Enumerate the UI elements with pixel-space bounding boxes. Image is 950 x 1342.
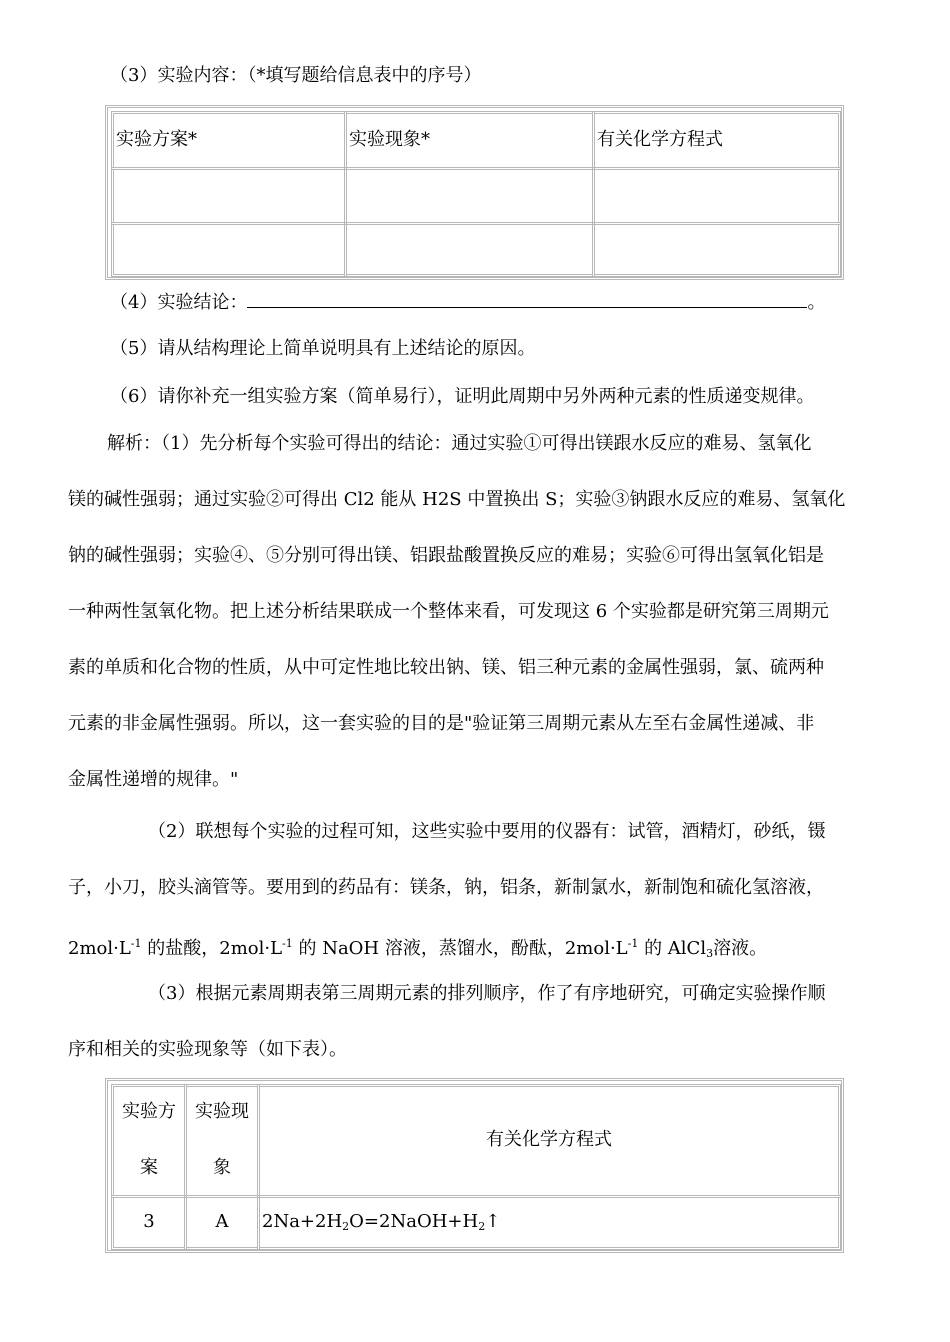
table1-header-plan: 实验方案* [111, 111, 347, 170]
table2-header-phenomenon: 实验现 象 [184, 1084, 260, 1198]
analysis-line: 钠的碱性强弱；实验④、⑤分别可得出镁、铝跟盐酸置换反应的难易；实验⑥可得出氢氧化铝是 [68, 545, 824, 566]
table2-header-plan: 实验方 案 [111, 1084, 187, 1198]
conclusion-blank[interactable] [247, 289, 807, 308]
table1-cell[interactable] [592, 222, 841, 277]
table2-row1-equation [257, 1195, 841, 1250]
table1-cell[interactable] [344, 167, 595, 225]
analysis-line: 序和相关的实验现象等（如下表）。 [68, 1039, 347, 1060]
table2-header-equation: 有关化学方程式 [257, 1084, 841, 1198]
answer-table [105, 1078, 844, 1253]
experiment-table [105, 105, 844, 280]
section3-heading: （3）实验内容：（*填写题给信息表中的序号） [110, 65, 482, 86]
section5-question: （5）请从结构理论上简单说明具有上述结论的原因。 [110, 338, 536, 359]
table1-cell[interactable] [344, 222, 595, 277]
analysis-line: 元素的非金属性强弱。所以，这一套实验的目的是"验证第三周期元素从左至右金属性递减、非 [68, 713, 815, 734]
analysis-reagents-line: $2mol\cdot L^{-1}$ 的盐酸，$2mol\cdot L^{-1}$ 的 NaOH 溶液，蒸馏水，酚酞，$2mol\cdot L^{-1}$ 的 AlCl$_3$溶液。 [68, 937, 768, 960]
analysis-line: 镁的碱性强弱；通过实验②可得出 Cl2 能从 H2S 中置换出 S；实验③钠跟水反应的难易、氢氧化 [68, 489, 846, 510]
table1-header-phenomenon: 实验现象* [344, 111, 595, 170]
analysis-line: （3）根据元素周期表第三周期元素的排列顺序，作了有序地研究，可确定实验操作顺 [148, 983, 826, 1004]
analysis-line: 子，小刀，胶头滴管等。要用到的药品有：镁条，钠，铝条，新制氯水，新制饱和硫化氢溶液， [68, 877, 824, 898]
table2-row1-plan: 3 [111, 1195, 187, 1250]
table1-header-equation: 有关化学方程式 [592, 111, 841, 170]
section4-conclusion: （4）实验结论： 。 [110, 289, 825, 315]
table1-cell[interactable] [111, 167, 347, 225]
table1-cell[interactable] [111, 222, 347, 277]
section6-question: （6）请你补充一组实验方案（简单易行），证明此周期中另外两种元素的性质递变规律。 [110, 386, 815, 407]
table2-row1-phenomenon: A [184, 1195, 260, 1250]
table1-cell[interactable] [592, 167, 841, 225]
analysis-line: 解析：（1）先分析每个实验可得出的结论：通过实验①可得出镁跟水反应的难易、氢氧化 [107, 433, 812, 454]
sodium-water-equation: $2Na+2H_2O=2NaOH+H_2↑$ [262, 1211, 501, 1233]
analysis-line: 素的单质和化合物的性质，从中可定性地比较出钠、镁、铝三种元素的金属性强弱，氯、硫两种 [68, 657, 824, 678]
analysis-line: 金属性递增的规律。" [68, 769, 239, 790]
analysis-line: 一种两性氢氧化物。把上述分析结果联成一个整体来看，可发现这 6 个实验都是研究第三周期元 [68, 601, 829, 622]
analysis-line: （2）联想每个实验的过程可知，这些实验中要用的仪器有：试管，酒精灯，砂纸，镊 [148, 821, 826, 842]
